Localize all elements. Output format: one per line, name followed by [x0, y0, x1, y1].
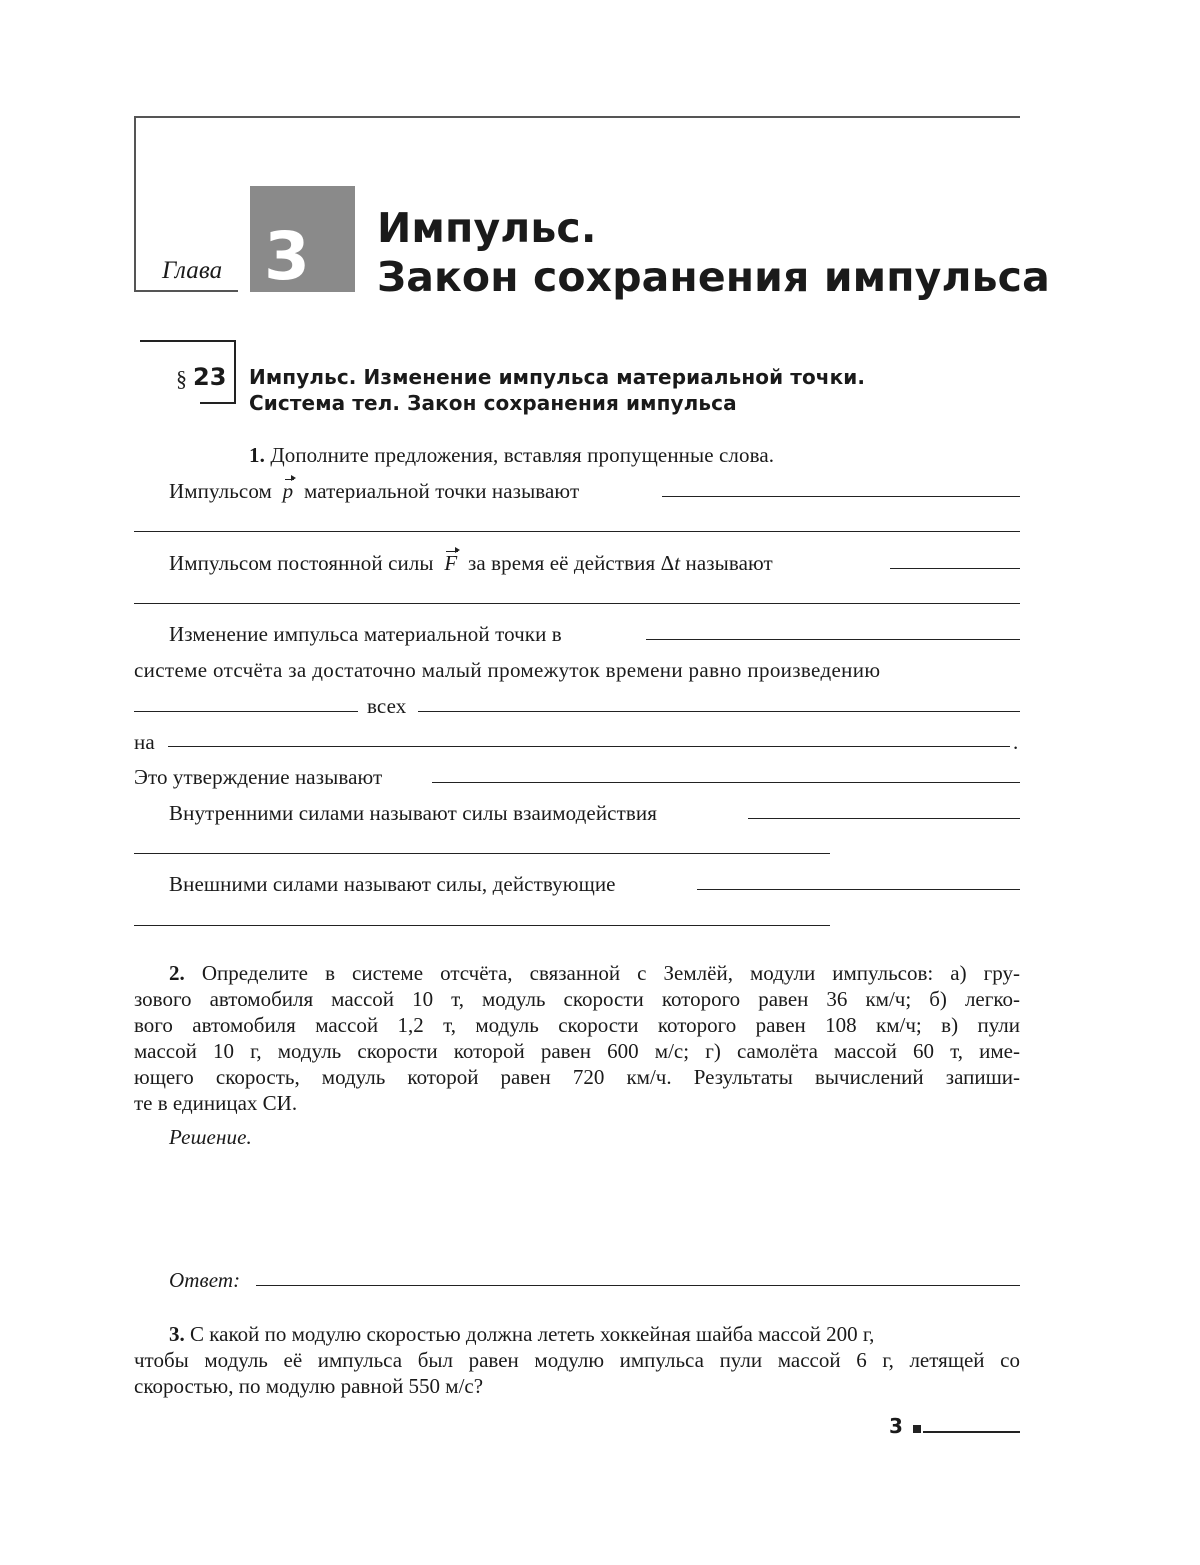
s1-pre: Импульсом: [169, 479, 272, 503]
task3-line1-text: С какой по модулю скоростью должна лететь хоккейная шайба массой 200 г,: [190, 1322, 875, 1346]
footer-rule: [923, 1431, 1020, 1433]
blank-s6b[interactable]: [134, 925, 830, 926]
vector-p: p: [282, 479, 294, 503]
period: .: [1013, 730, 1019, 754]
task2-line1-text: Определите в системе отсчёта, связанной с Землёй, модули импульсов: а) гру-: [201, 961, 1021, 985]
task1-sentence3-line1: Изменение импульса материальной точки в: [169, 622, 562, 646]
task1-prompt-text: Дополните предложения, вставляя пропущенные слова.: [270, 443, 775, 467]
s2-mid: за время её действия: [468, 551, 656, 575]
chapter-number: 3: [264, 218, 310, 295]
task2-line5: ющего скорость, модуль которой равен 720 км/ч. Результаты вычислений запиши-: [134, 1065, 1020, 1089]
blank-s3b[interactable]: [134, 711, 358, 712]
footer-square: [913, 1425, 921, 1433]
word-all: всех: [367, 694, 407, 718]
chapter-number-box: [250, 186, 355, 295]
blank-s1b[interactable]: [134, 531, 1020, 532]
s2-pre: Импульсом постоянной силы: [169, 551, 434, 575]
answer-label: Ответ:: [169, 1268, 241, 1292]
task3-line3: скоростью, по модулю равной 550 м/с?: [134, 1374, 484, 1398]
blank-s3a[interactable]: [646, 639, 1020, 640]
task1-sentence6: Внешними силами называют силы, действующие: [169, 872, 616, 896]
task1-number: 1.: [249, 443, 265, 467]
task1-sentence2: [169, 550, 773, 576]
task2-line6: те в единицах СИ.: [134, 1091, 298, 1115]
task3-line2: чтобы модуль её импульса был равен модулю импульса пули массой 6 г, летящей со: [134, 1348, 1020, 1372]
word-on: на: [134, 730, 155, 754]
answer-blank[interactable]: [256, 1285, 1020, 1286]
blank-s3d[interactable]: [168, 746, 1010, 747]
task2-line1: [134, 960, 1020, 986]
task2-line4: массой 10 г, модуль скорости которой равен 600 м/с; г) самолёта массой 60 т, име-: [134, 1039, 1020, 1063]
s2-delta: Δ: [660, 551, 675, 575]
s2-t: t: [674, 551, 681, 575]
task3-line1: [134, 1321, 1020, 1347]
chapter-label: Глава: [162, 257, 223, 284]
task2-line2: зового автомобиля массой 10 т, модуль скорости которого равен 36 км/ч; б) легко-: [134, 987, 1020, 1011]
blank-s2b[interactable]: [134, 603, 1020, 604]
chapter-title-line1: Импульс.: [377, 204, 597, 252]
task1-sentence1: [169, 478, 579, 504]
task1-sentence3-line2: системе отсчёта за достаточно малый промежуток времени равно произведению: [134, 658, 881, 682]
blank-s5a[interactable]: [748, 818, 1020, 819]
task2-number: 2.: [169, 961, 185, 985]
section-title-line1: Импульс. Изменение импульса материальной точки.: [249, 365, 866, 389]
blank-s1a[interactable]: [662, 496, 1020, 497]
blank-s4[interactable]: [432, 782, 1020, 783]
blank-s5b[interactable]: [134, 853, 830, 854]
task3-number: 3.: [169, 1322, 185, 1346]
task1-sentence4: Это утверждение называют: [134, 765, 383, 789]
section-title-line2: Система тел. Закон сохранения импульса: [249, 391, 737, 415]
chapter-title-line2: Закон сохранения импульса: [377, 253, 1050, 301]
blank-s3c[interactable]: [418, 711, 1020, 712]
page-number: 3: [889, 1414, 904, 1438]
task3-text: [134, 1321, 1020, 1399]
task1-prompt: [249, 442, 774, 468]
task2-line3: вого автомобиля массой 1,2 т, модуль скорости которого равен 108 км/ч; в) пули: [134, 1013, 1020, 1037]
blank-s2a[interactable]: [890, 568, 1020, 569]
section-symbol: §: [176, 366, 188, 391]
task2-text: [134, 960, 1020, 1116]
task1-sentence5: Внутренними силами называют силы взаимодействия: [169, 801, 657, 825]
s2-post: называют: [685, 551, 773, 575]
solution-label: Решение.: [169, 1125, 252, 1149]
section-number: 23: [193, 363, 227, 391]
blank-s6a[interactable]: [697, 889, 1020, 890]
vector-F: F: [444, 551, 458, 575]
s1-post: материальной точки называют: [303, 479, 580, 503]
